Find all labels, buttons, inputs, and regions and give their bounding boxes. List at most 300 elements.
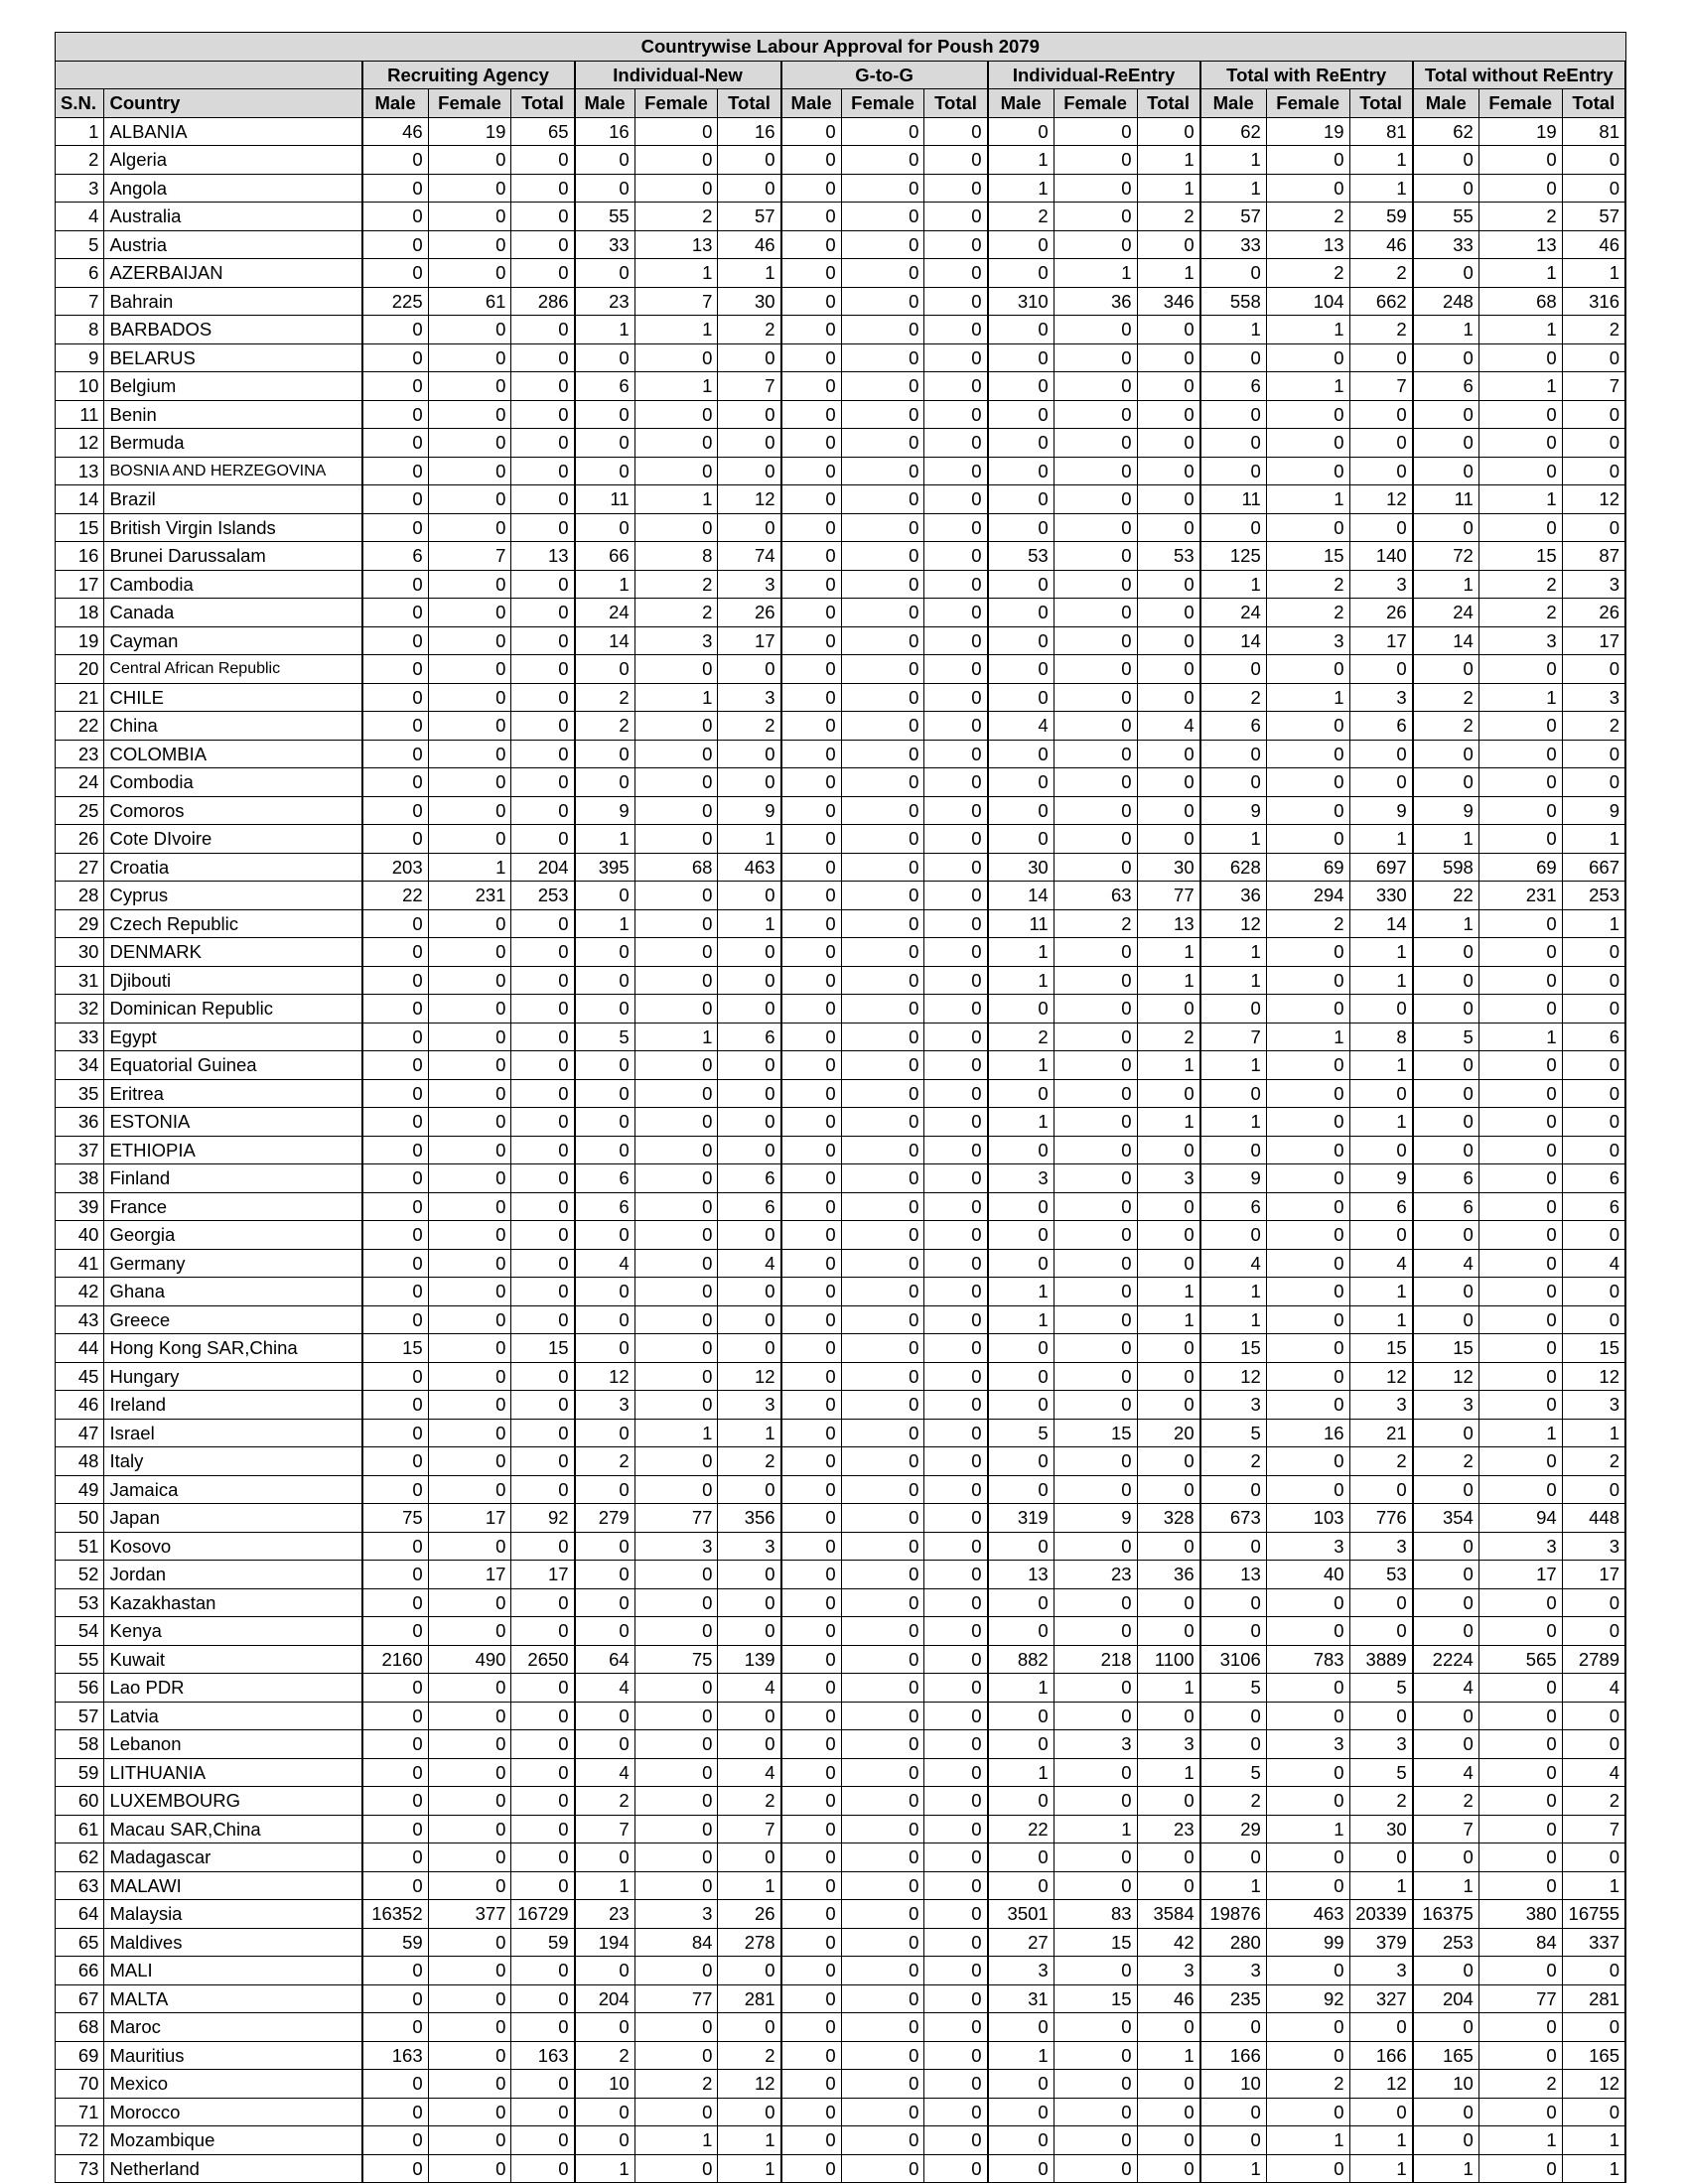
value-cell: 3 (1413, 1391, 1479, 1420)
value-cell: 0 (634, 1136, 718, 1164)
value-cell: 165 (1413, 2041, 1479, 2070)
country-cell: LUXEMBOURG (104, 1787, 362, 1816)
value-cell: 0 (1054, 1532, 1137, 1561)
value-cell: 9 (718, 796, 781, 825)
value-cell: 55 (575, 203, 635, 231)
value-cell: 0 (634, 1957, 718, 1985)
value-cell: 57 (718, 203, 781, 231)
value-cell: 3 (1137, 1164, 1200, 1193)
value-cell: 59 (1349, 203, 1413, 231)
value-cell: 0 (1562, 1305, 1625, 1334)
value-cell: 0 (1478, 995, 1562, 1024)
value-cell: 0 (575, 1475, 635, 1504)
value-cell: 0 (841, 1815, 924, 1843)
value-cell: 2 (1413, 712, 1479, 741)
value-cell: 1 (1413, 1871, 1479, 1900)
value-cell: 0 (428, 1419, 511, 1447)
value-cell: 0 (1266, 513, 1349, 542)
value-cell: 0 (428, 1108, 511, 1137)
value-cell: 0 (1562, 400, 1625, 429)
sn-cell: 22 (56, 712, 104, 741)
value-cell: 0 (511, 1108, 575, 1137)
value-cell: 0 (924, 599, 988, 627)
value-cell: 0 (362, 1532, 429, 1561)
sn-cell: 50 (56, 1504, 104, 1533)
value-cell: 1 (1200, 570, 1267, 599)
value-cell: 0 (1562, 174, 1625, 203)
value-cell: 0 (1200, 1079, 1267, 1108)
value-cell: 0 (362, 1475, 429, 1504)
value-cell: 6 (575, 372, 635, 401)
value-cell: 77 (1137, 882, 1200, 910)
value-cell: 0 (1478, 1758, 1562, 1787)
value-cell: 0 (428, 1278, 511, 1306)
value-cell: 0 (988, 259, 1055, 288)
value-cell: 24 (1413, 599, 1479, 627)
value-cell: 0 (1562, 1588, 1625, 1617)
sub-header-female: Female (1478, 89, 1562, 118)
value-cell: 0 (841, 1192, 924, 1221)
value-cell: 0 (1413, 429, 1479, 458)
value-cell: 0 (841, 966, 924, 995)
value-cell: 0 (511, 1758, 575, 1787)
value-cell: 0 (1562, 2013, 1625, 2042)
value-cell: 0 (1478, 429, 1562, 458)
value-cell: 0 (428, 768, 511, 797)
value-cell: 0 (1478, 1136, 1562, 1164)
value-cell: 64 (575, 1645, 635, 1674)
value-cell: 0 (1266, 429, 1349, 458)
value-cell: 0 (924, 825, 988, 854)
value-cell: 0 (362, 1843, 429, 1872)
value-cell: 0 (428, 938, 511, 967)
value-cell: 0 (428, 1079, 511, 1108)
value-cell: 0 (924, 513, 988, 542)
value-cell: 19 (1478, 117, 1562, 146)
value-cell: 24 (575, 599, 635, 627)
value-cell: 0 (1413, 1079, 1479, 1108)
value-cell: 0 (575, 1617, 635, 1646)
table-row (56, 1023, 1626, 1051)
value-cell: 0 (428, 1164, 511, 1193)
sn-cell: 29 (56, 909, 104, 938)
value-cell: 0 (1054, 1249, 1137, 1278)
value-cell: 0 (1562, 1617, 1625, 1646)
value-cell: 2789 (1562, 1645, 1625, 1674)
value-cell: 0 (924, 1730, 988, 1759)
country-cell: MALTA (104, 1984, 362, 2013)
value-cell: 0 (428, 2070, 511, 2099)
value-cell: 8 (634, 542, 718, 571)
value-cell: 1 (575, 316, 635, 344)
value-cell: 0 (924, 343, 988, 372)
value-cell: 0 (1200, 1221, 1267, 1250)
value-cell: 0 (362, 2070, 429, 2099)
value-cell: 0 (924, 1928, 988, 1957)
value-cell: 1 (1137, 1305, 1200, 1334)
value-cell: 22 (988, 1815, 1055, 1843)
value-cell: 0 (1478, 796, 1562, 825)
value-cell: 1 (1413, 825, 1479, 854)
value-cell: 0 (718, 1561, 781, 1589)
value-cell: 0 (511, 457, 575, 485)
table-row (56, 1419, 1626, 1447)
value-cell: 0 (1054, 740, 1137, 768)
value-cell: 0 (924, 1278, 988, 1306)
value-cell: 2 (575, 683, 635, 712)
value-cell: 0 (924, 1674, 988, 1703)
value-cell: 0 (924, 485, 988, 514)
value-cell: 0 (1137, 372, 1200, 401)
table-row (56, 655, 1626, 684)
value-cell: 0 (1266, 457, 1349, 485)
value-cell: 0 (781, 1787, 842, 1816)
value-cell: 354 (1413, 1504, 1479, 1533)
value-cell: 667 (1562, 853, 1625, 882)
sn-cell: 72 (56, 2126, 104, 2155)
value-cell: 0 (428, 683, 511, 712)
country-cell: Australia (104, 203, 362, 231)
value-cell: 0 (428, 796, 511, 825)
value-cell: 0 (781, 146, 842, 175)
value-cell: 0 (1137, 740, 1200, 768)
value-cell: 1 (718, 909, 781, 938)
sn-cell: 45 (56, 1362, 104, 1391)
value-cell: 0 (511, 2070, 575, 2099)
value-cell: 0 (1137, 400, 1200, 429)
value-cell: 0 (924, 1702, 988, 1730)
value-cell: 0 (428, 146, 511, 175)
value-cell: 0 (362, 1305, 429, 1334)
value-cell: 10 (1200, 2070, 1267, 2099)
value-cell: 0 (575, 1079, 635, 1108)
value-cell: 0 (362, 1419, 429, 1447)
value-cell: 6 (718, 1192, 781, 1221)
country-cell: Canada (104, 599, 362, 627)
sn-cell: 48 (56, 1447, 104, 1476)
value-cell: 0 (1137, 2098, 1200, 2126)
value-cell: 0 (1137, 1136, 1200, 1164)
value-cell: 0 (428, 2013, 511, 2042)
value-cell: 0 (634, 1702, 718, 1730)
value-cell: 4 (988, 712, 1055, 741)
value-cell: 0 (781, 1334, 842, 1363)
value-cell: 0 (781, 796, 842, 825)
value-cell: 0 (362, 2154, 429, 2183)
value-cell: 0 (988, 1334, 1055, 1363)
value-cell: 0 (781, 372, 842, 401)
country-cell: Cyprus (104, 882, 362, 910)
sub-header-total: Total (1562, 89, 1625, 118)
value-cell: 0 (781, 1504, 842, 1533)
sn-cell: 40 (56, 1221, 104, 1250)
value-cell: 81 (1562, 117, 1625, 146)
value-cell: 0 (1413, 2013, 1479, 2042)
value-cell: 27 (988, 1928, 1055, 1957)
value-cell: 3 (1562, 1391, 1625, 1420)
value-cell: 0 (781, 203, 842, 231)
sub-header-male: Male (1200, 89, 1267, 118)
value-cell: 0 (1266, 1843, 1349, 1872)
value-cell: 203 (362, 853, 429, 882)
value-cell: 0 (1054, 1787, 1137, 1816)
value-cell: 0 (1054, 2013, 1137, 2042)
value-cell: 377 (428, 1900, 511, 1929)
sn-cell: 42 (56, 1278, 104, 1306)
value-cell: 0 (924, 259, 988, 288)
value-cell: 1 (1349, 966, 1413, 995)
value-cell: 0 (1413, 1475, 1479, 1504)
value-cell: 4 (575, 1674, 635, 1703)
value-cell: 0 (1137, 1447, 1200, 1476)
value-cell: 92 (1266, 1984, 1349, 2013)
sn-cell: 51 (56, 1532, 104, 1561)
value-cell: 0 (575, 2126, 635, 2155)
country-cell: Georgia (104, 1221, 362, 1250)
value-cell: 0 (924, 1617, 988, 1646)
sn-cell: 32 (56, 995, 104, 1024)
value-cell: 0 (511, 1475, 575, 1504)
value-cell: 17 (1562, 626, 1625, 655)
value-cell: 26 (1562, 599, 1625, 627)
table-row (56, 2126, 1626, 2155)
sub-header-female: Female (428, 89, 511, 118)
value-cell: 0 (841, 513, 924, 542)
value-cell: 0 (1478, 938, 1562, 967)
value-cell: 0 (1413, 2098, 1479, 2126)
value-cell: 0 (781, 1843, 842, 1872)
country-cell: Macau SAR,China (104, 1815, 362, 1843)
value-cell: 2 (1562, 1447, 1625, 1476)
value-cell: 36 (1200, 882, 1267, 910)
country-cell: Kosovo (104, 1532, 362, 1561)
value-cell: 0 (1054, 1334, 1137, 1363)
value-cell: 0 (575, 1108, 635, 1137)
value-cell: 62 (1200, 117, 1267, 146)
value-cell: 0 (924, 1561, 988, 1589)
value-cell: 0 (841, 1617, 924, 1646)
value-cell: 0 (1137, 1362, 1200, 1391)
table-row (56, 1079, 1626, 1108)
value-cell: 0 (575, 740, 635, 768)
table-row (56, 1928, 1626, 1957)
value-cell: 0 (1137, 796, 1200, 825)
value-cell: 0 (634, 400, 718, 429)
value-cell: 0 (841, 485, 924, 514)
country-cell: Lao PDR (104, 1674, 362, 1703)
value-cell: 66 (575, 542, 635, 571)
value-cell: 0 (1266, 1221, 1349, 1250)
table-row (56, 1787, 1626, 1816)
value-cell: 0 (1200, 1843, 1267, 1872)
value-cell: 0 (428, 1192, 511, 1221)
table-row (56, 1475, 1626, 1504)
value-cell: 0 (1562, 655, 1625, 684)
value-cell: 0 (1562, 1475, 1625, 1504)
value-cell: 0 (511, 1674, 575, 1703)
value-cell: 87 (1562, 542, 1625, 571)
value-cell: 0 (575, 1843, 635, 1872)
value-cell: 0 (988, 1730, 1055, 1759)
value-cell: 15 (1478, 542, 1562, 571)
value-cell: 0 (362, 1984, 429, 2013)
value-cell: 0 (1349, 655, 1413, 684)
value-cell: 57 (1562, 203, 1625, 231)
value-cell: 0 (1137, 1475, 1200, 1504)
table-row (56, 1588, 1626, 1617)
value-cell: 0 (1478, 1815, 1562, 1843)
value-cell: 0 (634, 513, 718, 542)
value-cell: 1 (988, 1278, 1055, 1306)
value-cell: 0 (1349, 768, 1413, 797)
value-cell: 0 (781, 2154, 842, 2183)
sn-cell: 27 (56, 853, 104, 882)
value-cell: 0 (634, 909, 718, 938)
value-cell: 0 (362, 1447, 429, 1476)
value-cell: 0 (988, 1871, 1055, 1900)
value-cell: 0 (634, 1221, 718, 1250)
value-cell: 0 (1478, 1164, 1562, 1193)
value-cell: 0 (841, 1702, 924, 1730)
value-cell: 0 (1562, 1730, 1625, 1759)
table-row (56, 372, 1626, 401)
sn-cell: 35 (56, 1079, 104, 1108)
value-cell: 0 (1478, 146, 1562, 175)
value-cell: 0 (634, 1815, 718, 1843)
sn-cell: 18 (56, 599, 104, 627)
value-cell: 0 (988, 2070, 1055, 2099)
value-cell: 0 (1478, 2013, 1562, 2042)
sub-header-female: Female (1266, 89, 1349, 118)
value-cell: 9 (1054, 1504, 1137, 1533)
value-cell: 0 (718, 1843, 781, 1872)
value-cell: 0 (924, 429, 988, 458)
value-cell: 0 (511, 938, 575, 967)
value-cell: 31 (988, 1984, 1055, 2013)
value-cell: 0 (511, 1391, 575, 1420)
value-cell: 0 (781, 1249, 842, 1278)
value-cell: 0 (988, 2013, 1055, 2042)
value-cell: 12 (1562, 485, 1625, 514)
value-cell: 0 (924, 1900, 988, 1929)
sn-cell: 46 (56, 1391, 104, 1420)
value-cell: 6 (1413, 372, 1479, 401)
value-cell: 125 (1200, 542, 1267, 571)
value-cell: 337 (1562, 1928, 1625, 1957)
value-cell: 0 (511, 1532, 575, 1561)
country-cell: Cayman (104, 626, 362, 655)
sn-header: S.N. (56, 89, 104, 118)
value-cell: 0 (924, 1957, 988, 1985)
value-cell: 281 (1562, 1984, 1625, 2013)
value-cell: 0 (1478, 2154, 1562, 2183)
value-cell: 0 (1478, 1730, 1562, 1759)
value-cell: 0 (1054, 2154, 1137, 2183)
value-cell: 0 (924, 966, 988, 995)
value-cell: 0 (781, 1023, 842, 1051)
value-cell: 0 (428, 203, 511, 231)
value-cell: 33 (575, 230, 635, 259)
value-cell: 0 (781, 1532, 842, 1561)
value-cell: 0 (841, 2098, 924, 2126)
value-cell: 0 (1200, 1532, 1267, 1561)
value-cell: 0 (428, 513, 511, 542)
value-cell: 0 (634, 117, 718, 146)
value-cell: 5 (575, 1023, 635, 1051)
sub-header-female: Female (634, 89, 718, 118)
value-cell: 0 (924, 938, 988, 967)
value-cell: 0 (781, 1447, 842, 1476)
value-cell: 0 (781, 1588, 842, 1617)
value-cell: 103 (1266, 1504, 1349, 1533)
value-cell: 1 (1562, 1419, 1625, 1447)
value-cell: 4 (575, 1758, 635, 1787)
value-cell: 0 (924, 1815, 988, 1843)
value-cell: 0 (1266, 1391, 1349, 1420)
table-row (56, 1843, 1626, 1872)
value-cell: 0 (428, 1023, 511, 1051)
value-cell: 23 (575, 1900, 635, 1929)
table-row (56, 1108, 1626, 1137)
value-cell: 0 (1413, 1051, 1479, 1080)
group-header: Individual-New (575, 61, 781, 89)
value-cell: 0 (1349, 2013, 1413, 2042)
country-cell: Mauritius (104, 2041, 362, 2070)
value-cell: 0 (1137, 1532, 1200, 1561)
value-cell: 0 (511, 1221, 575, 1250)
value-cell: 0 (362, 1362, 429, 1391)
value-cell: 0 (511, 316, 575, 344)
value-cell: 3 (1349, 1532, 1413, 1561)
value-cell: 2224 (1413, 1645, 1479, 1674)
value-cell: 3 (1562, 683, 1625, 712)
value-cell: 0 (428, 485, 511, 514)
value-cell: 0 (1266, 1475, 1349, 1504)
value-cell: 3 (1266, 1730, 1349, 1759)
value-cell: 0 (362, 2098, 429, 2126)
value-cell: 3 (1266, 1532, 1349, 1561)
value-cell: 0 (841, 146, 924, 175)
value-cell: 1 (1200, 2154, 1267, 2183)
value-cell: 11 (1413, 485, 1479, 514)
value-cell: 1 (988, 1051, 1055, 1080)
country-cell: Hungary (104, 1362, 362, 1391)
value-cell: 0 (362, 1023, 429, 1051)
value-cell: 0 (1266, 1305, 1349, 1334)
value-cell: 328 (1137, 1504, 1200, 1533)
value-cell: 0 (575, 1561, 635, 1589)
value-cell: 0 (634, 1475, 718, 1504)
value-cell: 0 (428, 1475, 511, 1504)
value-cell: 0 (924, 2126, 988, 2155)
value-cell: 0 (1200, 1475, 1267, 1504)
value-cell: 0 (781, 768, 842, 797)
sn-cell: 67 (56, 1984, 104, 2013)
value-cell: 0 (924, 1984, 988, 2013)
value-cell: 16 (575, 117, 635, 146)
value-cell: 0 (1349, 457, 1413, 485)
value-cell: 2 (1137, 1023, 1200, 1051)
value-cell: 0 (924, 2154, 988, 2183)
value-cell: 0 (841, 1504, 924, 1533)
table-row (56, 2070, 1626, 2099)
value-cell: 0 (1137, 1702, 1200, 1730)
value-cell: 0 (1413, 1419, 1479, 1447)
value-cell: 0 (781, 712, 842, 741)
value-cell: 0 (841, 117, 924, 146)
value-cell: 0 (841, 429, 924, 458)
sn-cell: 1 (56, 117, 104, 146)
